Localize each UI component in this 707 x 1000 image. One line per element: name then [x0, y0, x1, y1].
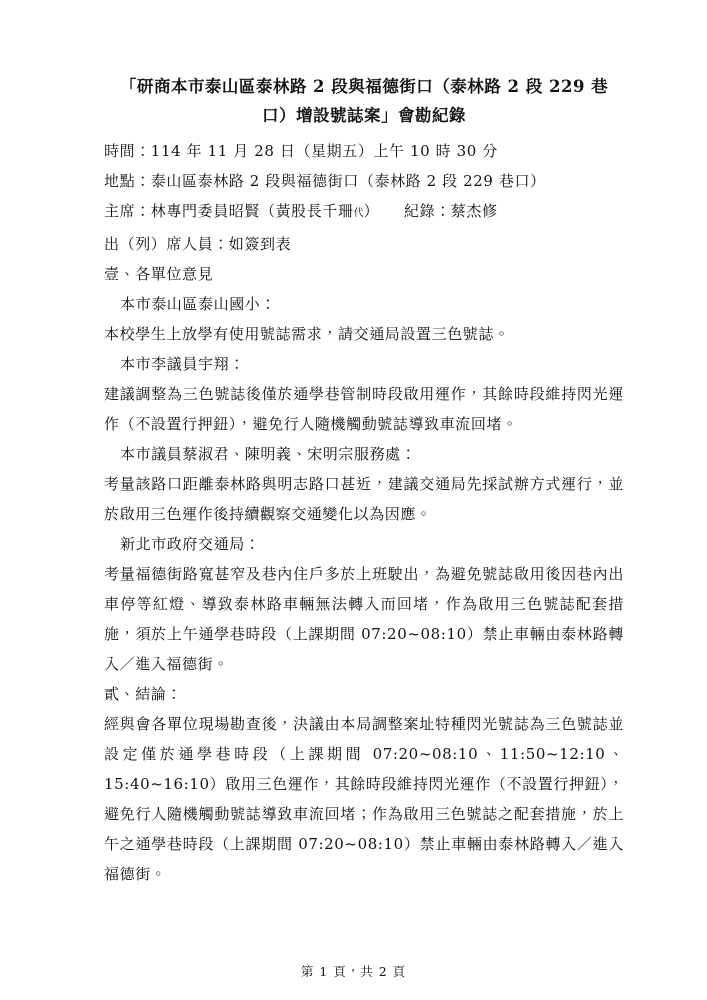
- chair-label: 主席：林專門委員昭賢（黃股長千珊: [104, 202, 354, 220]
- section-1-item-3-text: 考量該路口距離泰林路與明志路口甚近，建議交通局先採試辦方式運行，並於啟用三色運作後持續觀察交通變化以為因應。: [104, 475, 624, 523]
- section-1-item-4-text: 考量福德街路寬甚窄及巷內住戶多於上班駛出，為避免號誌啟用後因巷內出車停等紅燈、導致泰林路車輛無法轉入而回堵，作為啟用三色號誌配套措施，須於上午通學巷時段（上課期間 07:20~08:10）禁止車輛由泰林路轉入／進入福德街。: [104, 565, 624, 673]
- section-1-item-3-org: 本市議員蔡淑君、陳明義、宋明宗服務處：: [120, 445, 417, 463]
- section-1-item-2-org: 本市李議員宇翔：: [120, 355, 245, 373]
- meeting-attendees-line: 出（列）席人員：如簽到表: [104, 235, 292, 253]
- meeting-recorder-line: 紀錄：蔡杰修: [404, 202, 498, 220]
- section-1-item-2-text: 建議調整為三色號誌後僅於通學巷管制時段啟用運作，其餘時段維持閃光運作（不設置行押鈕），避免行人隨機觸動號誌導致車流回堵。: [104, 385, 624, 433]
- section-1-item-1-text: 本校學生上放學有使用號誌需求，請交通局設置三色號誌。: [104, 325, 510, 343]
- document-body: [104, 72, 624, 889]
- chair-label-end: ）: [363, 202, 380, 220]
- section-1-item-4-org: 新北市政府交通局：: [120, 535, 261, 553]
- page-footer: 第 1 頁，共 2 頁: [300, 964, 407, 979]
- section-heading-2: 貳、結論：: [104, 685, 183, 703]
- section-1-item-1-org: 本市泰山區泰山國小：: [120, 295, 277, 313]
- meeting-time-line: 時間：114 年 11 月 28 日（星期五）上午 10 時 30 分: [104, 142, 498, 160]
- chair-proxy-note: 代: [353, 208, 364, 219]
- section-2-item-1-text: 經與會各單位現場勘查後，決議由本局調整案址特種閃光號誌為三色號誌並設定僅於通學巷時段（上課期間 07:20~08:10、11:50~12:10、15:40~16:10）啟用三色運作，其餘時段維持閃光運作（不設置行押鈕），避免行人隨機觸動號誌導致車流回堵；作為啟用三色號誌之配套措施，於上午之通學巷時段（上課期間 07:20~08:10）禁止車輛由泰林路轉入／進入福德街。: [104, 715, 624, 883]
- meeting-place-line: 地點：泰山區泰林路 2 段與福德街口（泰林路 2 段 229 巷口）: [104, 172, 546, 190]
- page-title: 「研商本市泰山區泰林路 2 段與福德街口（泰林路 2 段 229 巷口）增設號誌案」會勘紀錄: [119, 77, 609, 125]
- section-heading-1: 壹、各單位意見: [104, 265, 214, 283]
- meeting-chair-line: [104, 196, 624, 229]
